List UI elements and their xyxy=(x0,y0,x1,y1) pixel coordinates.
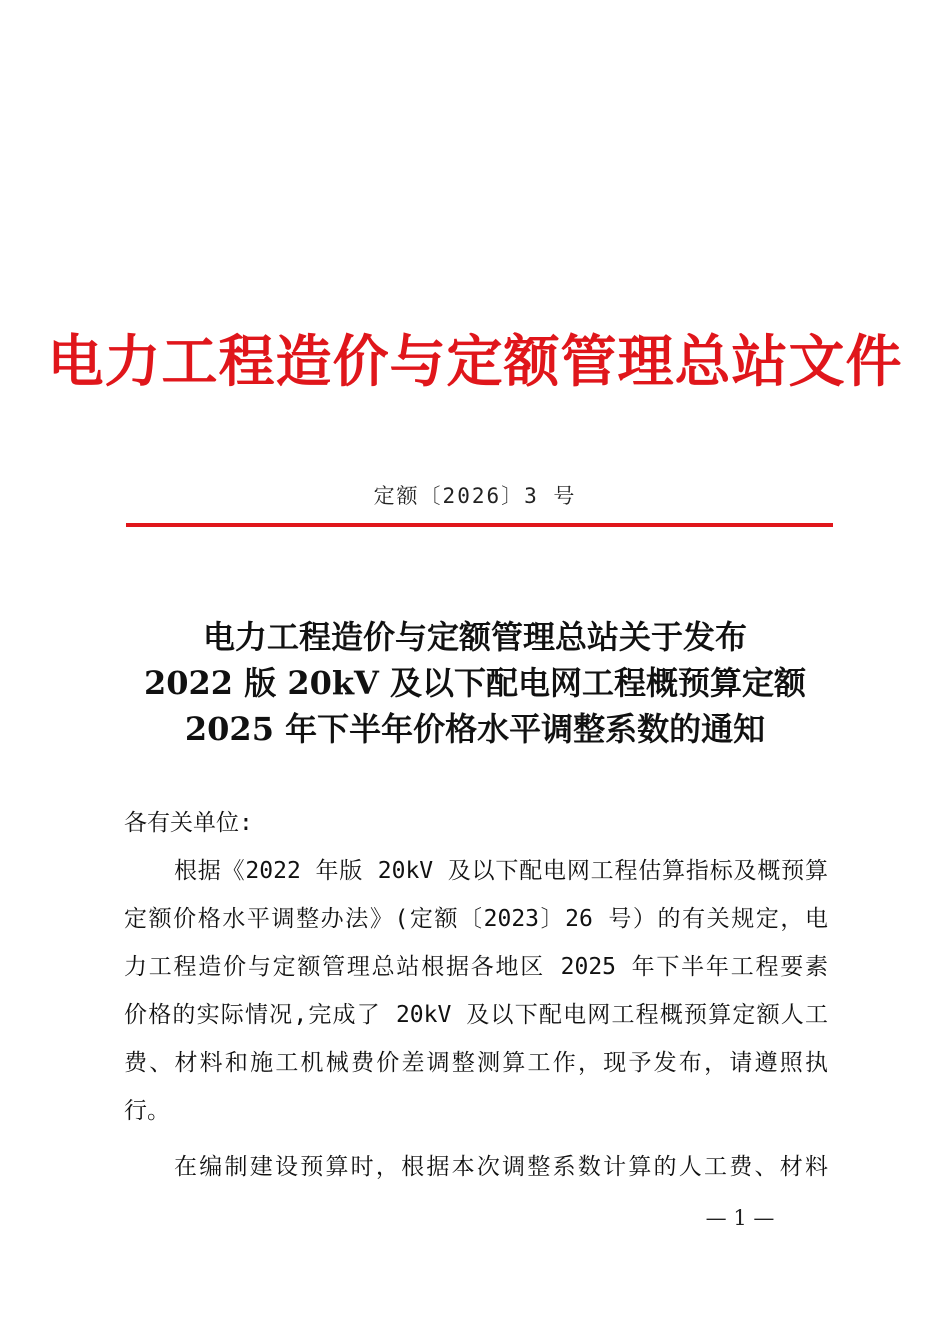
paragraph-1-line: 价格的实际情况,完成了 20kV 及以下配电网工程概预算定额人工 xyxy=(124,1002,828,1028)
paragraph-1-line: 力工程造价与定额管理总站根据各地区 2025 年下半年工程要素 xyxy=(124,954,828,980)
paragraph-1-line: 行。 xyxy=(124,1098,170,1124)
notice-title xyxy=(0,614,950,752)
paragraph-2-line: 在编制建设预算时，根据本次调整系数计算的人工费、材料 xyxy=(174,1154,828,1180)
notice-title-line-3: 2025 年下半年价格水平调整系数的通知 xyxy=(184,710,766,748)
paragraph-gap xyxy=(124,1135,828,1143)
issuer-title: 电力工程造价与定额管理总站文件 xyxy=(47,329,903,395)
paragraph-1-line: 费、材料和施工机械费价差调整测算工作，现予发布，请遵照执 xyxy=(124,1050,828,1076)
red-divider-line xyxy=(126,523,833,527)
body-text xyxy=(124,799,828,1191)
paragraph-1 xyxy=(124,847,828,1135)
notice-title-line-1: 电力工程造价与定额管理总站关于发布 xyxy=(202,618,747,656)
paragraph-1-line: 根据《2022 年版 20kV 及以下配电网工程估算指标及概预算 xyxy=(174,858,828,884)
paragraph-1-line: 定额价格水平调整办法》(定额〔2023〕26 号）的有关规定，电 xyxy=(124,906,828,932)
document-number: 定额〔2026〕3 号 xyxy=(373,484,577,508)
paragraph-2 xyxy=(124,1143,828,1191)
notice-title-line-2: 2022 版 20kV 及以下配电网工程概预算定额 xyxy=(143,664,807,702)
salutation: 各有关单位: xyxy=(124,810,253,836)
page-number: — 1 — xyxy=(705,1206,775,1230)
